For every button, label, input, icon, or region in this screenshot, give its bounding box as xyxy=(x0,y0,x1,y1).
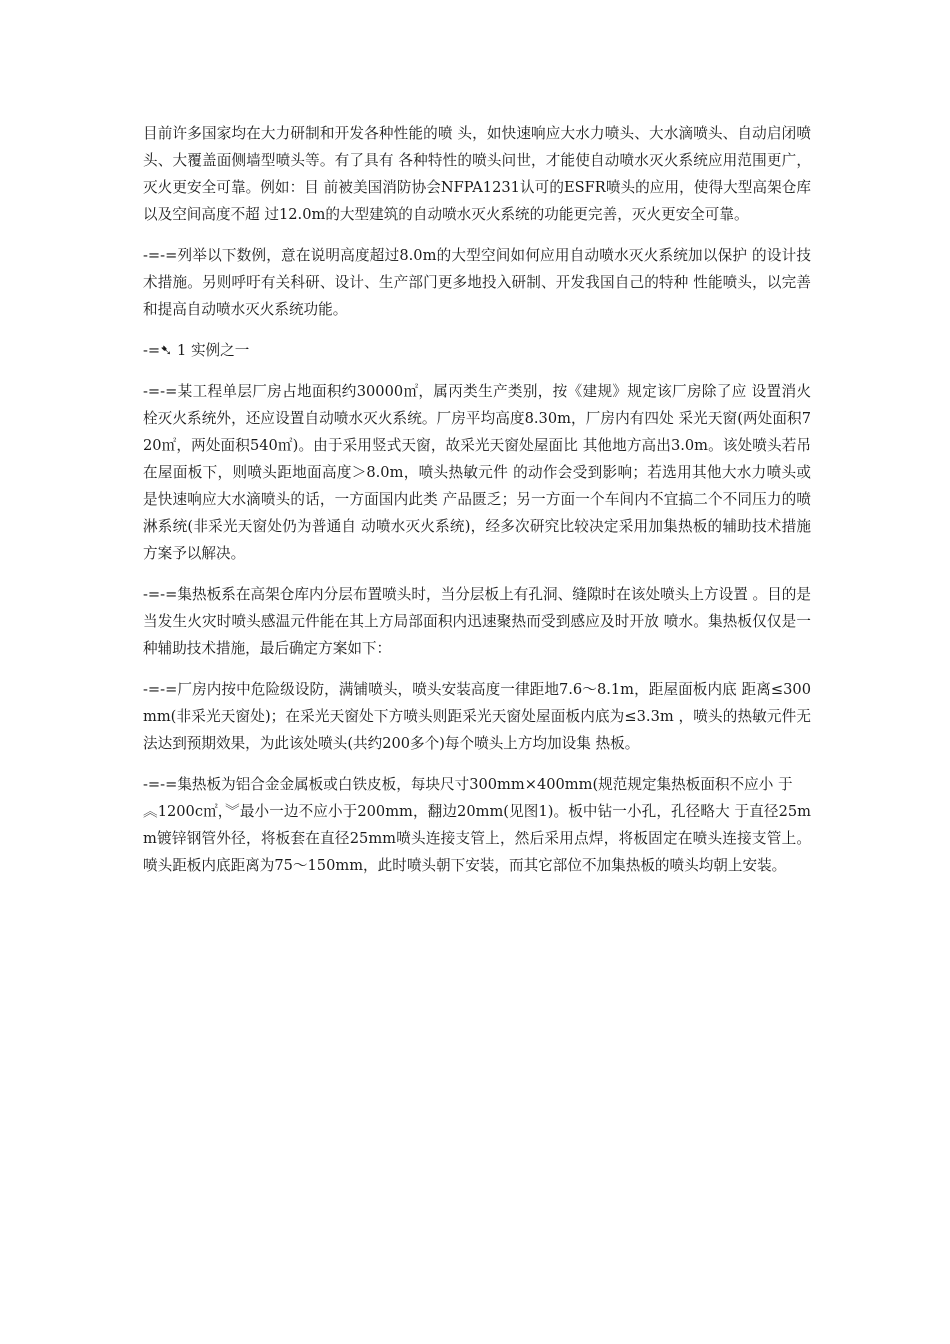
paragraph-heat-collector-definition: -=-=集热板系在高架仓库内分层布置喷头时，当分层板上有孔洞、缝隙时在该处喷头上方设置 。目的是当发生火灾时喷头感温元件能在其上方局部面积内迅速聚热而受到感应及时开放 喷水。集热板仅仅是一种辅助技术措施，最后确定方案如下： xyxy=(143,586,811,657)
paragraph-intro: 目前许多国家均在大力研制和开发各种性能的喷 头，如快速响应大水力喷头、大水滴喷头、自动启闭喷头、大覆盖面侧墙型喷头等。有了具有 各种特性的喷头问世，才能使自动喷水灭火系统应用范围更广，灭火更安全可靠。例如：目 前被美国消防协会NFPA1231认可的ESFR喷头的应用，使得大型高架仓库以及空间高度不超 过12.0m的大型建筑的自动喷水灭火系统的功能更完善，灭火更安全可靠。 xyxy=(143,125,811,223)
paragraph-heat-collector-specs: -=-=集热板为铝合金金属板或白铁皮板，每块尺寸300mm×400mm(规范规定集热板面积不应小 于 ︽1200c㎡，︾最小一边不应小于200mm，翻边20mm(见图1)。板中钻一小孔，孔径略大 于直径25mm镀锌钢管外径，将板套在直径25mm喷头连接支管上，然后采用点焊，将板固定在喷头连接支管上。喷头距板内底距离为75～150mm，此时喷头朝下安装，而其它部位不加集热板的喷头均朝上安装。 xyxy=(143,776,811,874)
document-body xyxy=(143,120,811,893)
paragraph-purpose: -=-=列举以下数例，意在说明高度超过8.0m的大型空间如何应用自动喷水灭火系统加以保护 的设计技术措施。另则呼吁有关科研、设计、生产部门更多地投入研制、开发我国自己的特种 性能喷头，以完善和提高自动喷水灭火系统功能。 xyxy=(143,247,811,318)
paragraph-sprinkler-layout: -=-=厂房内按中危险级设防，满铺喷头，喷头安装高度一律距地7.6～8.1m，距屋面板内底 距离≤300mm(非采光天窗处)；在采光天窗处下方喷头则距采光天窗处屋面板内底为≤3.3m ，喷头的热敏元件无法达到预期效果，为此该处喷头(共约200多个)每个喷头上方均加设集 热板。 xyxy=(143,681,811,752)
paragraph-project-description: -=-=某工程单层厂房占地面积约30000㎡，属丙类生产类别，按《建规》规定该厂房除了应 设置消火栓灭火系统外，还应设置自动喷水灭火系统。厂房平均高度8.30m，厂房内有四处 采光天窗(两处面积720㎡，两处面积540㎡)。由于采用竖式天窗，故采光天窗处屋面比 其他地方高出3.0m。该处喷头若吊在屋面板下，则喷头距地面高度＞8.0m，喷头热敏元件 的动作会受到影响；若选用其他大水力喷头或是快速响应大水滴喷头的话，一方面国内此类 产品匮乏；另一方面一个车间内不宜搞二个不同压力的喷淋系统(非采光天窗处仍为普通自 动喷水灭火系统)，经多次研究比较决定采用加集热板的辅助技术措施方案予以解决。 xyxy=(143,383,811,562)
section-heading-example-1: -=➷ 1 实例之一 xyxy=(143,342,250,359)
